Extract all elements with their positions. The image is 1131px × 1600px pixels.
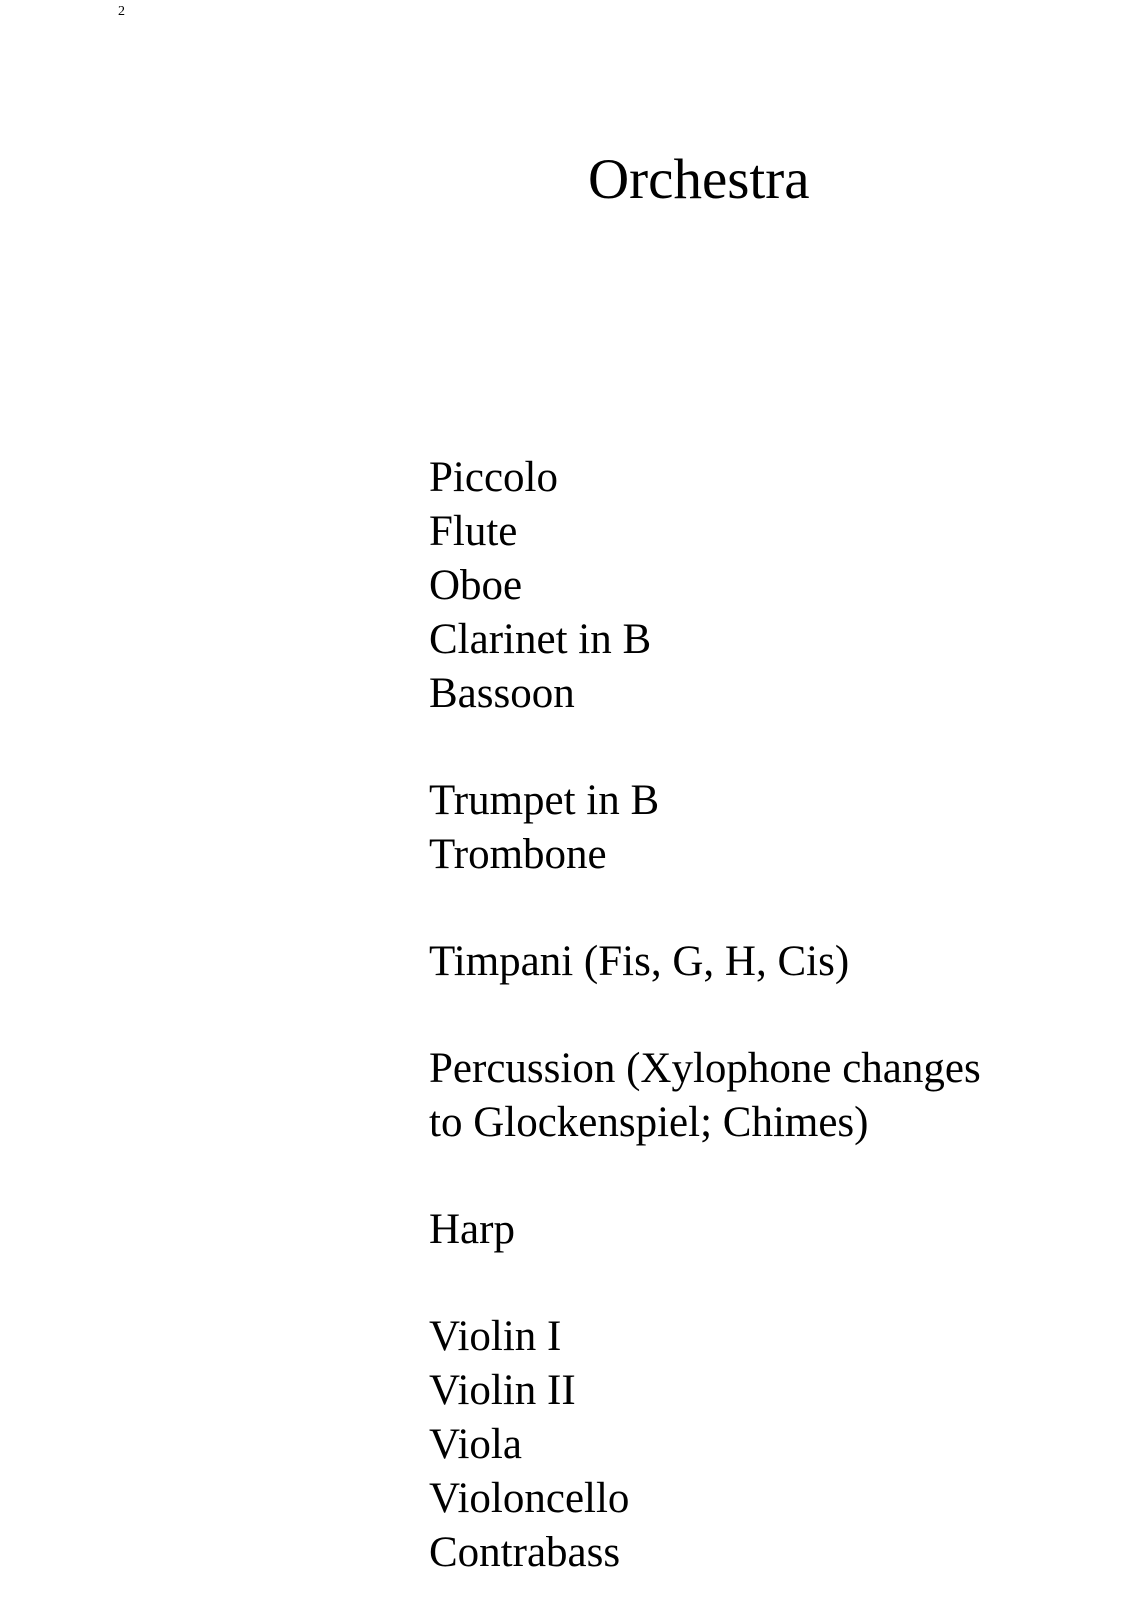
instrument-harp: Harp xyxy=(429,1206,515,1253)
instrument-piccolo: Piccolo xyxy=(429,454,558,501)
instrument-timpani: Timpani (Fis, G, H, Cis) xyxy=(429,938,850,985)
instrument-clarinet: Clarinet in B xyxy=(429,616,652,663)
instrument-violin-2: Violin II xyxy=(429,1367,576,1414)
harp-group xyxy=(429,1203,999,1257)
page-title: Orchestra xyxy=(588,148,810,211)
instrument-percussion-line-1: Percussion (Xylophone changes xyxy=(429,1045,981,1092)
instrument-trombone: Trombone xyxy=(429,831,607,878)
instrumentation-list xyxy=(429,451,999,1580)
woodwinds-group xyxy=(429,451,999,721)
brass-group xyxy=(429,774,999,882)
instrument-oboe: Oboe xyxy=(429,562,523,609)
instrument-bassoon: Bassoon xyxy=(429,670,575,717)
instrument-contrabass: Contrabass xyxy=(429,1529,621,1576)
timpani-group xyxy=(429,935,999,989)
instrument-violoncello: Violoncello xyxy=(429,1475,630,1522)
strings-group xyxy=(429,1310,999,1580)
instrument-violin-1: Violin I xyxy=(429,1313,562,1360)
instrument-trumpet: Trumpet in B xyxy=(429,777,660,824)
instrument-flute: Flute xyxy=(429,508,518,555)
page-number: 2 xyxy=(118,4,125,19)
percussion-group xyxy=(429,1042,999,1150)
instrument-viola: Viola xyxy=(429,1421,522,1468)
instrument-percussion-line-2: to Glockenspiel; Chimes) xyxy=(429,1099,869,1146)
